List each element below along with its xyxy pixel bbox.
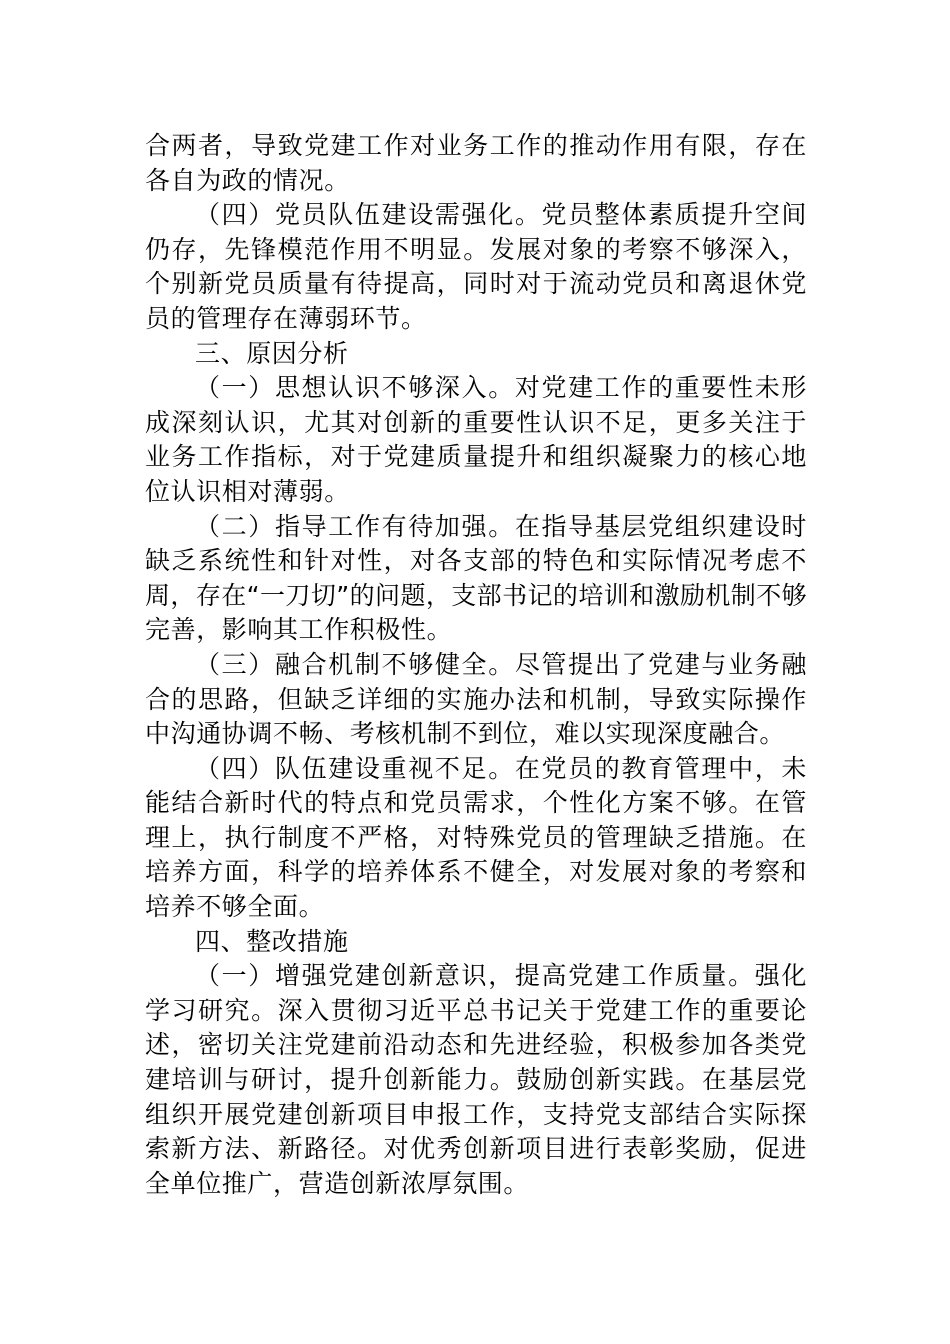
paragraph-first-line: （三）融合机制不够健全。尽管提出了党建与业务融 — [195, 649, 807, 679]
text-line: 仍存，先锋模范作用不明显。发展对象的考察不够深入， — [145, 234, 807, 264]
text-line: 能结合新时代的特点和党员需求，个性化方案不够。在管 — [145, 788, 807, 818]
text-line: 业务工作指标，对于党建质量提升和组织凝聚力的核心地 — [145, 442, 807, 472]
paragraph-first-line: （一）增强党建创新意识，提高党建工作质量。强化 — [195, 961, 807, 991]
text-line: 位认识相对薄弱。 — [145, 476, 350, 506]
paragraph-first-line: 三、原因分析 — [195, 338, 349, 368]
text-line: 各自为政的情况。 — [145, 165, 350, 195]
text-line: 员的管理存在薄弱环节。 — [145, 303, 427, 333]
text-line: 成深刻认识，尤其对创新的重要性认识不足，更多关注于 — [145, 407, 807, 437]
text-line: 索新方法、新路径。对优秀创新项目进行表彰奖励，促进 — [145, 1134, 807, 1164]
text-line: 理上，执行制度不严格，对特殊党员的管理缺乏措施。在 — [145, 822, 807, 852]
text-line: 缺乏系统性和针对性，对各支部的特色和实际情况考虑不 — [145, 546, 807, 576]
text-line: 组织开展党建创新项目申报工作，支持党支部结合实际探 — [145, 1099, 807, 1129]
paragraph-first-line: （四）党员队伍建设需强化。党员整体素质提升空间 — [195, 200, 807, 230]
paragraph-first-line: （一）思想认识不够深入。对党建工作的重要性未形 — [195, 373, 807, 403]
text-line: 周，存在“一刀切”的问题，支部书记的培训和激励机制不够 — [145, 580, 807, 610]
paragraph-first-line: （四）队伍建设重视不足。在党员的教育管理中，未 — [195, 753, 807, 783]
text-line: 全单位推广，营造创新浓厚氛围。 — [145, 1168, 530, 1198]
text-line: 培养不够全面。 — [145, 892, 325, 922]
text-line: 述，密切关注党建前沿动态和先进经验，积极参加各类党 — [145, 1030, 807, 1060]
text-line: 建培训与研讨，提升创新能力。鼓励创新实践。在基层党 — [145, 1065, 807, 1095]
text-line: 培养方面，科学的培养体系不健全，对发展对象的考察和 — [145, 857, 807, 887]
paragraph-first-line: （二）指导工作有待加强。在指导基层党组织建设时 — [195, 511, 807, 541]
paragraph-first-line: 四、整改措施 — [195, 926, 349, 956]
text-line: 中沟通协调不畅、考核机制不到位，难以实现深度融合。 — [145, 719, 786, 749]
text-line: 合两者，导致党建工作对业务工作的推动作用有限，存在 — [145, 131, 807, 160]
text-line: 学习研究。深入贯彻习近平总书记关于党建工作的重要论 — [145, 995, 807, 1025]
document-body — [145, 129, 807, 1201]
text-line: 个别新党员质量有待提高，同时对于流动党员和离退休党 — [145, 269, 807, 299]
text-line: 完善，影响其工作积极性。 — [145, 615, 453, 645]
text-line: 合的思路，但缺乏详细的实施办法和机制，导致实际操作 — [145, 684, 807, 714]
